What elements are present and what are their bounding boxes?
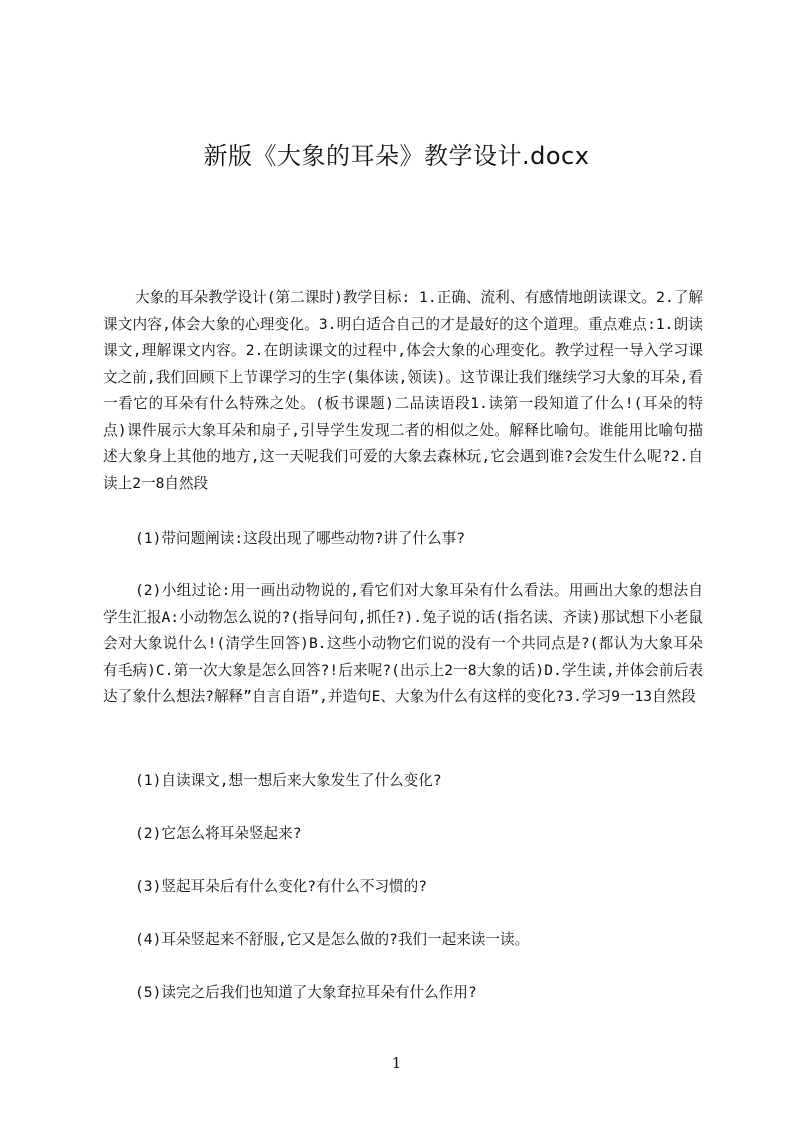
paragraph-group-discussion: (2)小组过论:用一画出动物说的,看它们对大象耳朵有什么看法。用画出大象的想法自学生汇报A:小动物怎么说的?(指导问句,抓任?).兔子说的话(指名读、齐读)那试想下小老鼠会对大象说什么!(清学生回答)B.这些小动物它们说的没有一个共同点是?(都认为大象耳朵有毛病)C.第一次大象是怎么回答?!后来呢?(出示上2一8大象的话)D.学生读,并体会前后表达了象什么想法?解释”自言自语”,并造句E、大象为什么有这样的变化?3.学习9一13自然段 [103,582,703,705]
paragraph-step-3: (3)竖起耳朵后有什么变化?有什么不习惯的? [135,878,428,895]
paragraph-step-4: (4)耳朵竖起来不舒服,它又是怎么做的?我们一起来读一读。 [135,931,530,948]
paragraph-step-2: (2)它怎么将耳朵竖起来? [135,825,302,842]
paragraph-teaching-design: 大象的耳朵教学设计(第二课时)教学目标: 1.正确、流利、有感情地朗读课文。2.了解课文内容,体会大象的心理变化。3.明白适合自己的才是最好的这个道理。重点难点:1.朗读课文,理解课文内容。2.在朗读课文的过程中,体会大象的心理变化。教学过程一导入学习课文之前,我们回顾下上节课学习的生字(集体读,领读)。这节课让我们继续学习大象的耳朵,看一看它的耳朵有什么特殊之处。(板书课题)二品读语段1.读第一段知道了什么!(耳朵的特点)课件展示大象耳朵和扇子,引导学生发现二者的相似之处。解释比喻句。谁能用比喻句描述大象身上其他的地方,这一天呢我们可爱的大象去森林玩,它会遇到谁?会发生什么呢?2.自读上2一8自然段 [103,289,703,492]
document-title: 新版《大象的耳朵》教学设计.docx [203,142,590,170]
paragraph-step-5: (5)读完之后我们也知道了大象耷拉耳朵有什么作用? [135,984,477,1001]
paragraph-question-reading: (1)带问题阐读:这段出现了哪些动物?讲了什么事? [135,530,466,547]
page-number: 1 [391,1054,402,1072]
paragraph-step-1: (1)自读课文,想一想后来大象发生了什么变化? [135,772,442,789]
